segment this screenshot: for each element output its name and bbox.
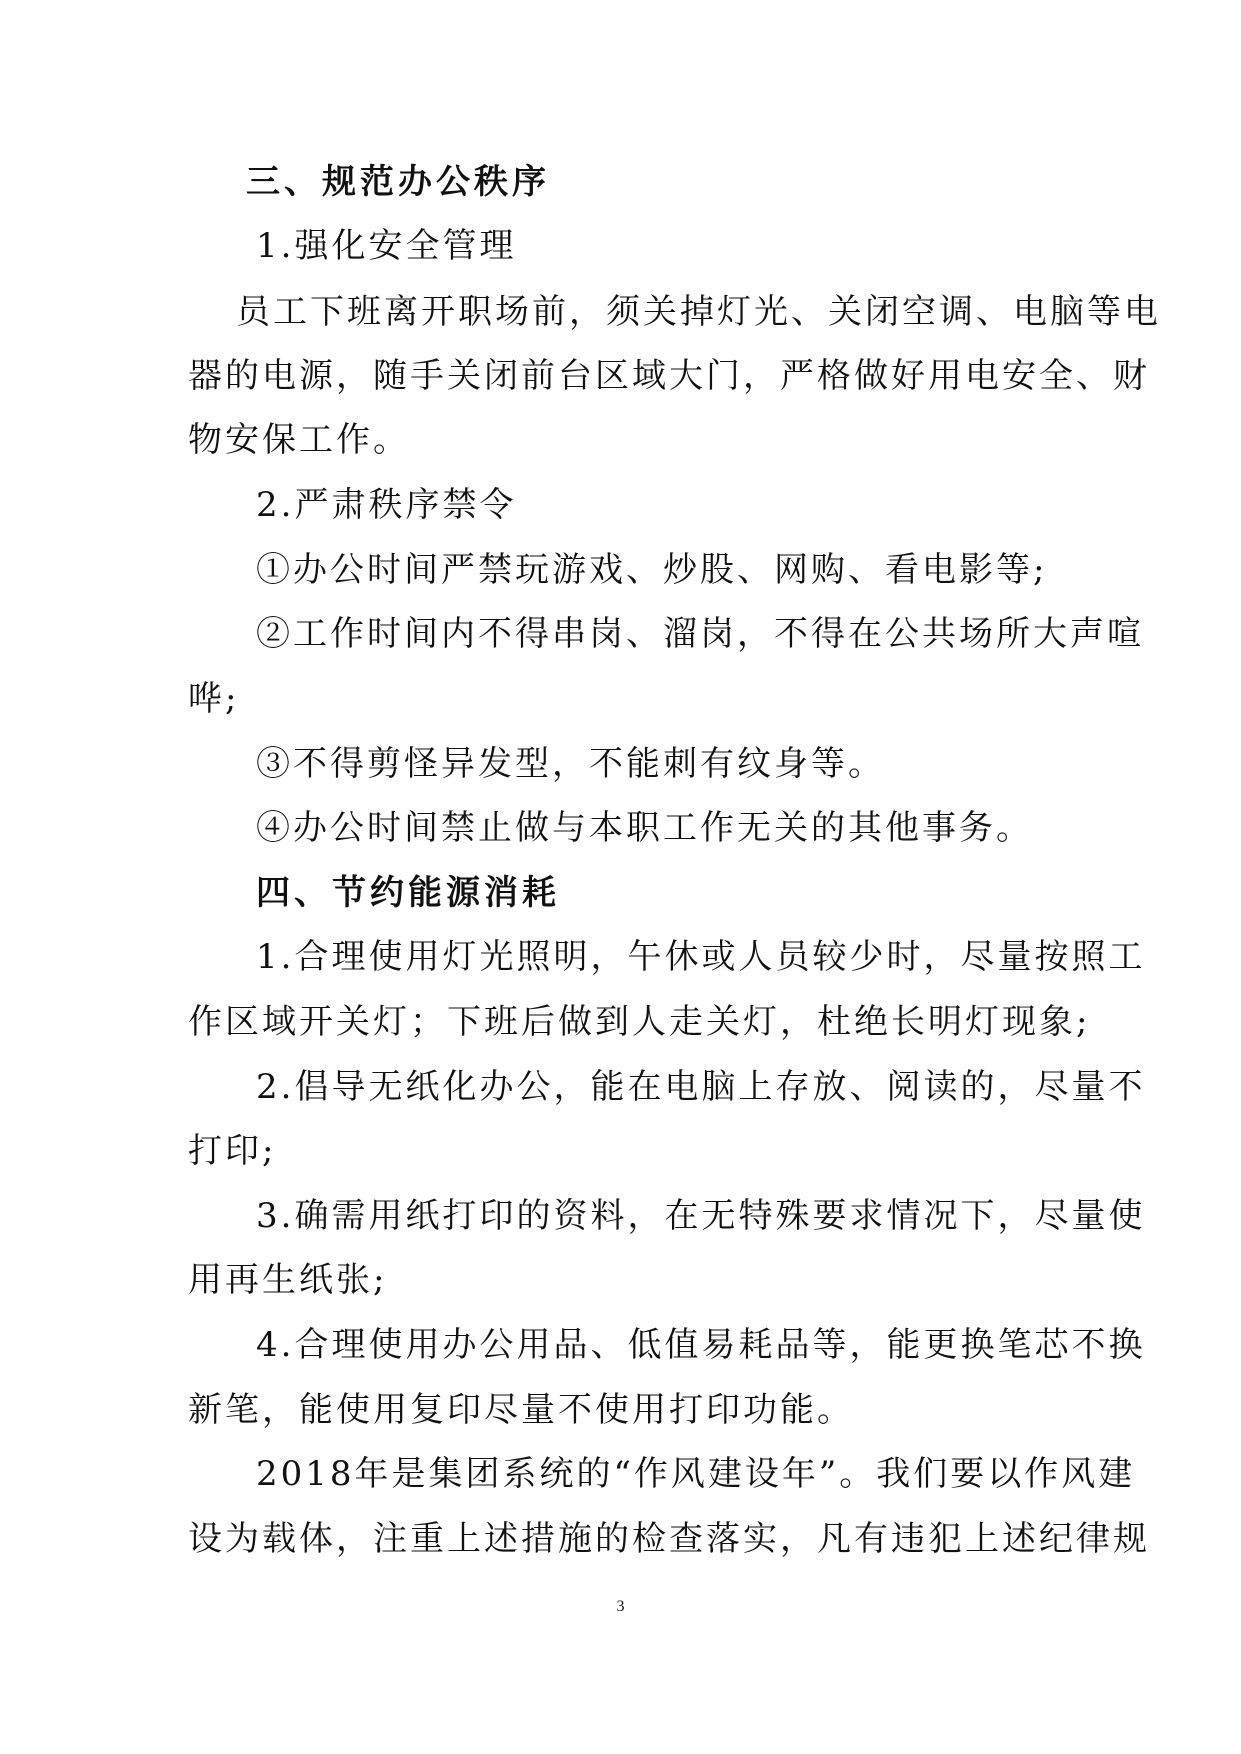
paragraph-line: 员工下班离开职场前，须关掉灯光、关闭空调、电脑等电 [236, 292, 1161, 332]
paragraph-line: 2018年是集团系统的“作风建设年”。我们要以作风建 [256, 1454, 1136, 1494]
subheading-safety: 1.强化安全管理 [256, 226, 517, 266]
paragraph-line: 用再生纸张; [188, 1260, 388, 1300]
rule-line: ①办公时间严禁玩游戏、炒股、网购、看电影等; [256, 550, 1048, 590]
section-heading-3: 三、规范办公秩序 [246, 162, 550, 202]
rule-line: ④办公时间禁止做与本职工作无关的其他事务。 [256, 808, 1033, 848]
page-number: 3 [616, 1598, 625, 1615]
paragraph-line: 物安保工作。 [188, 420, 410, 460]
rule-line: ③不得剪怪异发型，不能刺有纹身等。 [256, 744, 885, 784]
paragraph-line: 2.倡导无纸化办公，能在电脑上存放、阅读的，尽量不 [256, 1067, 1146, 1107]
section-heading-4: 四、节约能源消耗 [256, 873, 560, 913]
paragraph-line: 打印; [188, 1131, 277, 1171]
rule-line: ②工作时间内不得串岗、溜岗，不得在公共场所大声喧 [256, 614, 1144, 654]
paragraph-line: 新笔，能使用复印尽量不使用打印功能。 [188, 1390, 854, 1430]
paragraph-line: 3.确需用纸打印的资料，在无特殊要求情况下，尽量使 [256, 1196, 1146, 1236]
paragraph-line: 器的电源，随手关闭前台区域大门，严格做好用电安全、财 [188, 356, 1150, 396]
paragraph-line: 作区域开关灯；下班后做到人走关灯，杜绝长明灯现象; [188, 1002, 1091, 1042]
rule-line: 哗; [188, 679, 240, 719]
subheading-order: 2.严肃秩序禁令 [256, 485, 517, 525]
paragraph-line: 设为载体，注重上述措施的检查落实，凡有违犯上述纪律规 [188, 1519, 1150, 1559]
paragraph-line: 1.合理使用灯光照明，午休或人员较少时，尽量按照工 [256, 937, 1146, 977]
paragraph-line: 4.合理使用办公用品、低值易耗品等，能更换笔芯不换 [256, 1325, 1146, 1365]
